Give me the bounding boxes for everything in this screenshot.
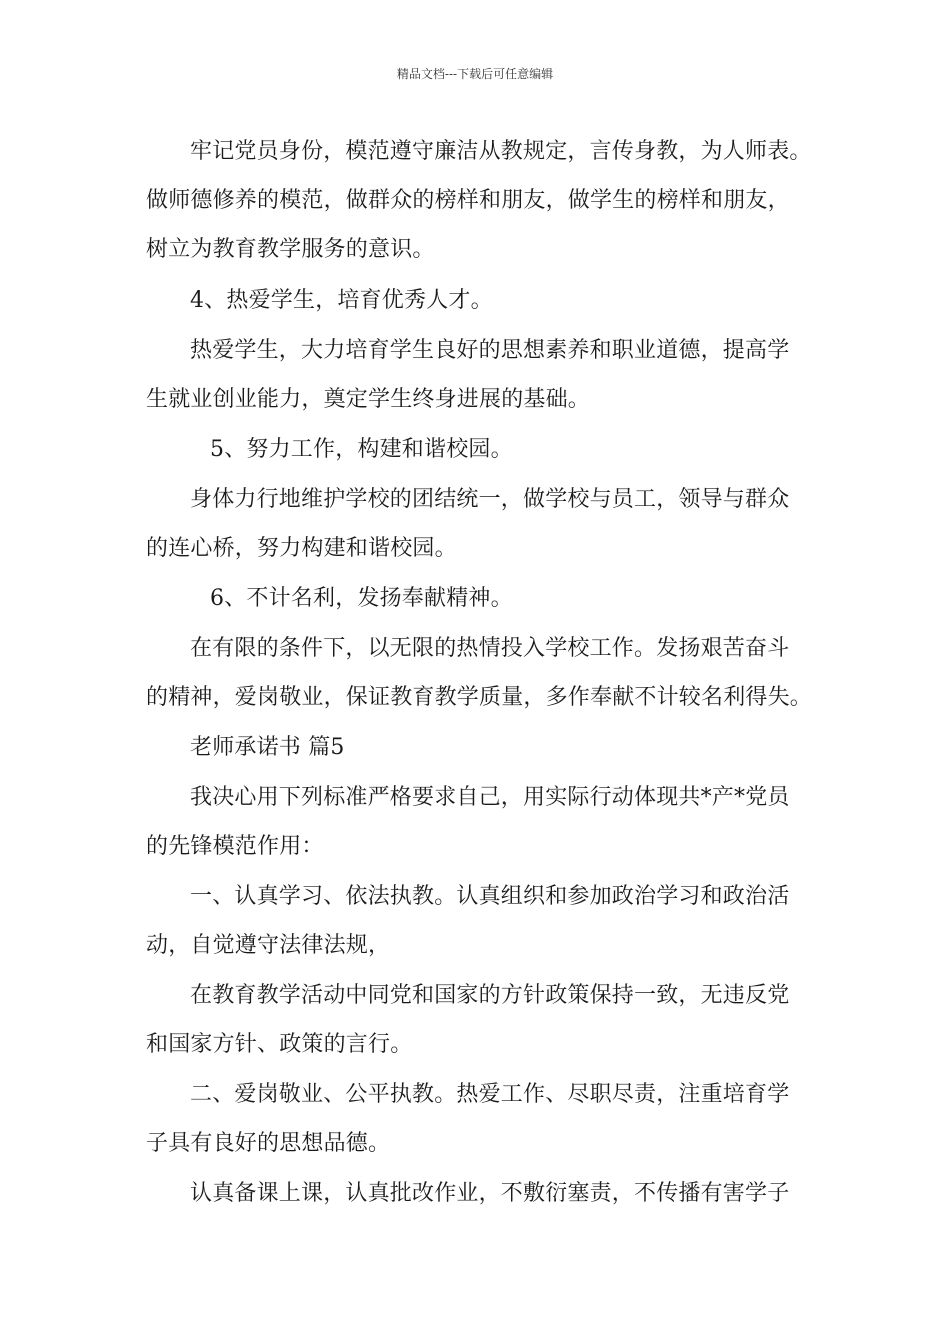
paragraph-line: 子具有良好的思想品德。	[146, 1131, 391, 1156]
paragraph-line: 生就业创业能力，奠定学生终身进展的基础。	[146, 387, 591, 412]
paragraph-line: 和国家方针、政策的言行。	[146, 1032, 413, 1057]
section-title: 老师承诺书 篇5	[190, 735, 345, 760]
paragraph-line: 一、认真学习、依法执教。认真组织和参加政治学习和政治活	[190, 884, 790, 909]
paragraph-line: 在有限的条件下，以无限的热情投入学校工作。发扬艰苦奋斗	[190, 636, 790, 661]
paragraph-line: 动，自觉遵守法律法规，	[146, 933, 391, 958]
paragraph-line: 的连心桥，努力构建和谐校园。	[146, 536, 457, 561]
paragraph-line: 的精神，爱岗敬业，保证教育教学质量，多作奉献不计较名利得失。	[146, 685, 813, 710]
section-heading: 5、努力工作，构建和谐校园。	[210, 437, 513, 462]
section-heading: 4、热爱学生，培育优秀人才。	[190, 288, 493, 313]
page-header: 精品文档---下载后可任意编辑	[396, 67, 554, 81]
paragraph-line: 在教育教学活动中同党和国家的方针政策保持一致，无违反党	[190, 983, 790, 1008]
paragraph-line: 树立为教育教学服务的意识。	[146, 237, 435, 262]
paragraph-line: 我决心用下列标准严格要求自己，用实际行动体现共*产*党员	[190, 785, 790, 810]
paragraph-line: 的先锋模范作用：	[146, 834, 324, 859]
paragraph-line: 二、爱岗敬业、公平执教。热爱工作、尽职尽责，注重培育学	[190, 1082, 790, 1107]
section-heading: 6、不计名利，发扬奉献精神。	[210, 586, 513, 611]
paragraph-line: 身体力行地维护学校的团结统一，做学校与员工，领导与群众	[190, 487, 790, 512]
paragraph-line: 热爱学生，大力培育学生良好的思想素养和职业道德，提高学	[190, 338, 790, 363]
paragraph-line: 牢记党员身份，模范遵守廉洁从教规定，言传身教，为人师表。	[190, 139, 812, 164]
paragraph-line: 做师德修养的模范，做群众的榜样和朋友，做学生的榜样和朋友，	[146, 188, 790, 213]
paragraph-line: 认真备课上课，认真批改作业，不敷衍塞责，不传播有害学子	[190, 1181, 790, 1206]
